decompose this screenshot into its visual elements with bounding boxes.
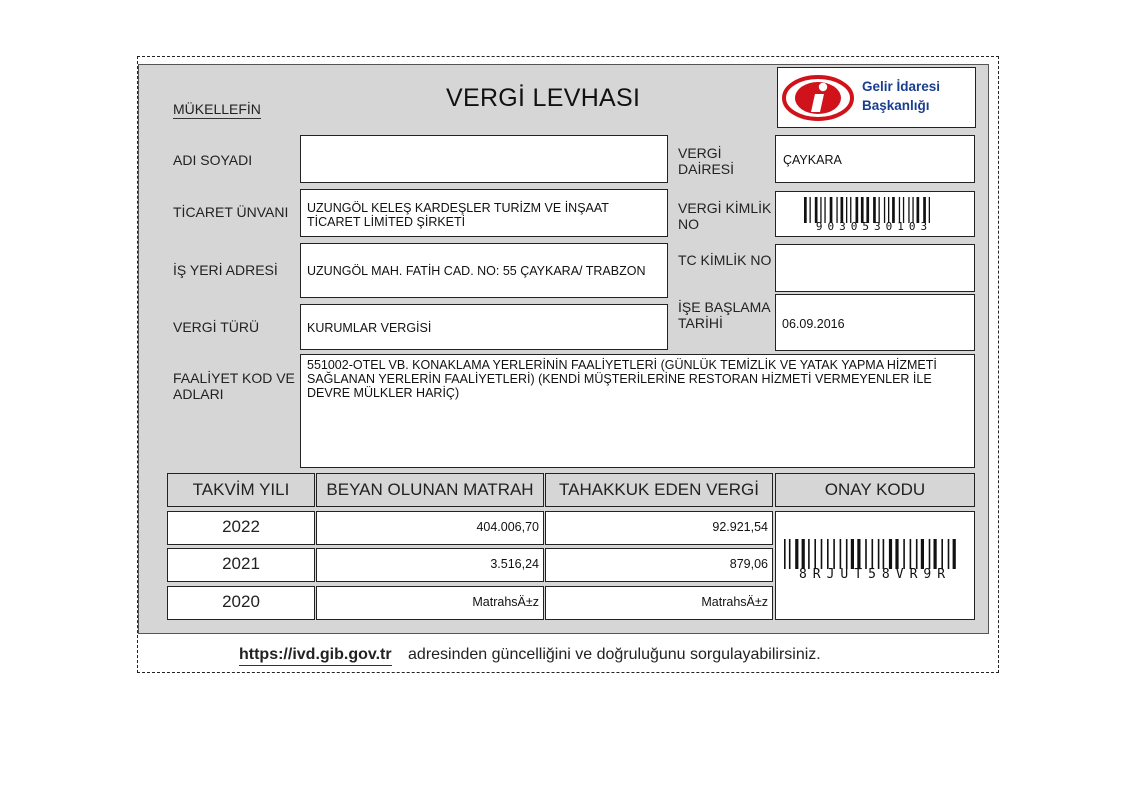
barcode-bar [865, 539, 867, 569]
onay-barcode [784, 539, 966, 569]
barcode-bar [814, 539, 816, 569]
barcode-bar [916, 539, 918, 569]
field-adi-soyadi [300, 135, 668, 183]
onay-barcode-text: 8RJUT58VR9R [798, 567, 952, 582]
barcode-bar [895, 539, 898, 569]
row-year: 2022 [167, 511, 315, 545]
field-ise-baslama: 06.09.2016 [775, 294, 975, 351]
row-vergi: MatrahsÄ±z [545, 586, 773, 620]
barcode-bar [903, 539, 905, 569]
barcode-bar [883, 539, 885, 569]
field-tc-kimlik-no [775, 244, 975, 292]
section-label: MÜKELLEFİN [173, 101, 261, 117]
barcode-bar [934, 539, 937, 569]
barcode-bar [878, 539, 880, 569]
barcode-bar [921, 539, 924, 569]
barcode-bar [872, 539, 874, 569]
barcode-bar [941, 539, 943, 569]
barcode-bar [833, 539, 835, 569]
row-matrah: 404.006,70 [316, 511, 544, 545]
vkn-barcode-text: 9030530103 [815, 220, 933, 233]
footer [239, 646, 821, 664]
field-vergi-dairesi: ÇAYKARA [775, 135, 975, 183]
barcode-bar [827, 539, 829, 569]
barcode-bar [929, 539, 931, 569]
onay-kodu-box [775, 511, 975, 620]
header-takvim-yili: TAKVİM YILI [167, 473, 315, 507]
label-ticaret-unvani: TİCARET ÜNVANI [173, 204, 289, 220]
row-year: 2020 [167, 586, 315, 620]
logo-text-line2: Başkanlığı [862, 98, 930, 113]
logo-text-line1: Gelir İdaresi [862, 79, 941, 94]
header-tahakkuk-vergi: TAHAKKUK EDEN VERGİ [545, 473, 773, 507]
row-matrah: MatrahsÄ±z [316, 586, 544, 620]
label-vergi-dairesi: VERGİ DAİRESİ [678, 145, 735, 177]
page-title: VERGİ LEVHASI [446, 84, 641, 112]
row-year: 2021 [167, 548, 315, 582]
row-vergi: 879,06 [545, 548, 773, 582]
row-matrah: 3.516,24 [316, 548, 544, 582]
footer-text: adresinden güncelliğini ve doğruluğunu sorgulayabilirsiniz. [408, 646, 821, 663]
label-vergi-kimlik-no: VERGİ KİMLİK NO [678, 200, 772, 232]
header-beyan-matrah: BEYAN OLUNAN MATRAH [316, 473, 544, 507]
barcode-bar [857, 539, 860, 569]
barcode-bar [910, 539, 912, 569]
barcode-bar [784, 539, 786, 569]
barcode-bar [821, 539, 823, 569]
field-vergi-turu: KURUMLAR VERGİSİ [300, 304, 668, 350]
barcode-bar [953, 539, 956, 569]
row-vergi: 92.921,54 [545, 511, 773, 545]
field-vergi-kimlik-no [775, 191, 975, 237]
logo-box [777, 67, 976, 128]
label-faaliyet: FAALİYET KOD VE ADLARI [173, 370, 295, 402]
label-ise-baslama: İŞE BAŞLAMA TARİHİ [678, 299, 771, 331]
barcode-bar [795, 539, 798, 569]
field-faaliyet: 551002-OTEL VB. KONAKLAMA YERLERİNİN FAALİYETLERİ (GÜNLÜK TEMİZLİK VE YATAK YAPMA HİZMETİ SAĞLANAN YERLERİN FAALİYETLERİ) (KENDİ MÜŞTERİLERİNE RESTORAN HİZMETİ VERMEYENLER İLE DEVRE MÜLKLER HARİÇ) [300, 354, 975, 468]
barcode-bar [808, 539, 810, 569]
verification-link[interactable]: https://ivd.gib.gov.tr [239, 646, 392, 666]
barcode-bar [948, 539, 950, 569]
label-adi-soyadi: ADI SOYADI [173, 152, 253, 168]
barcode-bar [846, 539, 848, 569]
header-onay-kodu: ONAY KODU [775, 473, 975, 507]
gib-logo-icon [782, 74, 856, 122]
barcode-bar [889, 539, 892, 569]
barcode-bar [789, 539, 791, 569]
label-tc-kimlik-no: TC KİMLİK NO [678, 252, 772, 268]
label-is-yeri-adresi: İŞ YERİ ADRESİ [173, 262, 278, 278]
barcode-bar [840, 539, 842, 569]
field-is-yeri-adresi: UZUNGÖL MAH. FATİH CAD. NO: 55 ÇAYKARA/ TRABZON [300, 243, 668, 298]
barcode-bar [851, 539, 854, 569]
label-vergi-turu: VERGİ TÜRÜ [173, 319, 260, 335]
barcode-bar [802, 539, 805, 569]
field-ticaret-unvani: UZUNGÖL KELEŞ KARDEŞLER TURİZM VE İNŞAAT TİCARET LİMİTED ŞİRKETİ [300, 189, 668, 237]
